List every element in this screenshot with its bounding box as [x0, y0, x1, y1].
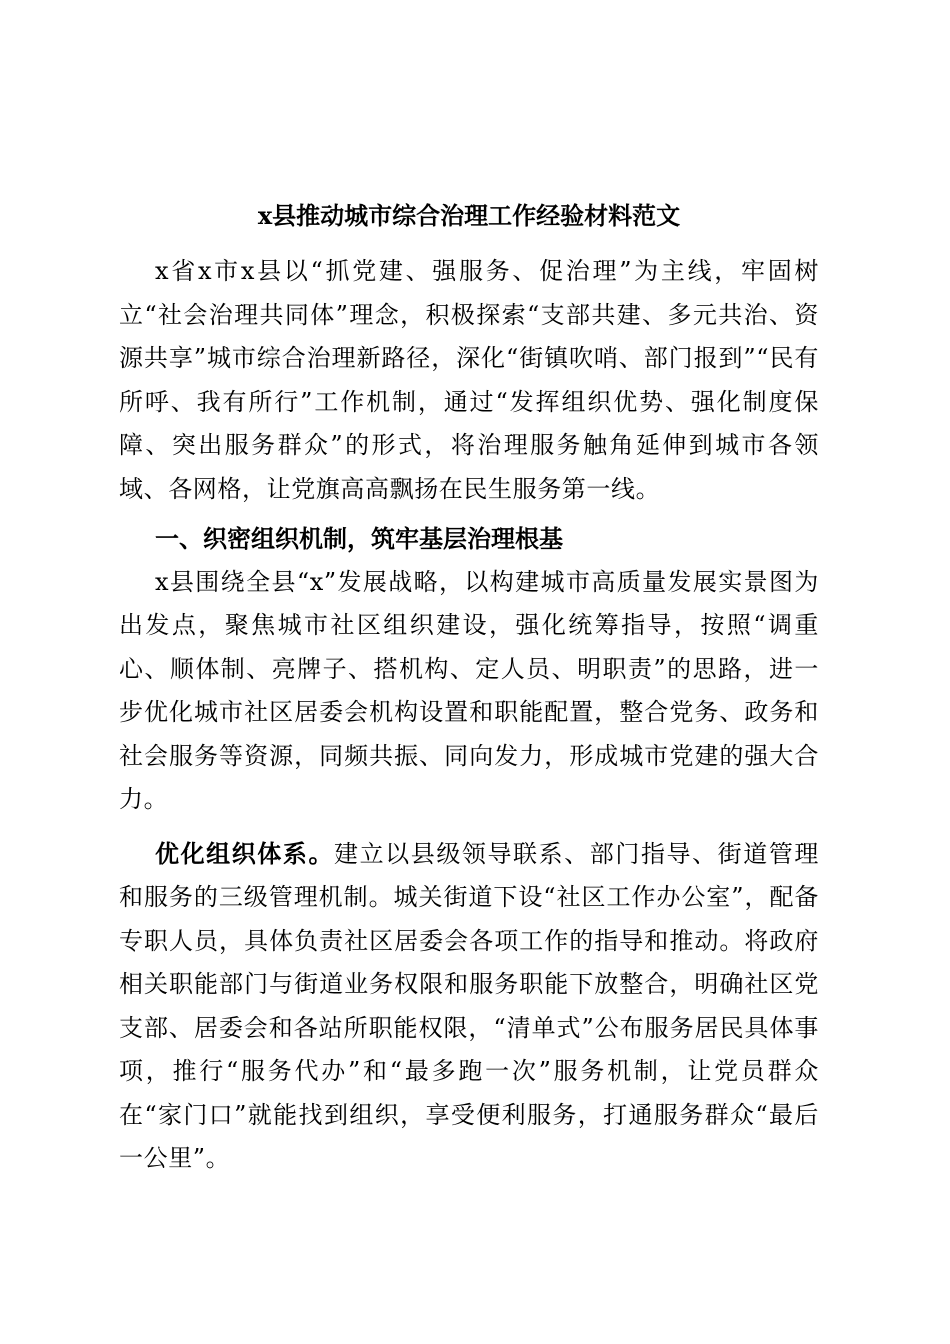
document-title: x县推动城市综合治理工作经验材料范文 [257, 201, 681, 230]
intro-paragraph: x省x市x县以“抓党建、强服务、促治理”为主线，牢固树立“社会治理共同体”理念，积极探索“支部共建、多元共治、资源共享”城市综合治理新路径，深化“街镇吹哨、部门报到”“民有所呼、我有所行”工作机制，通过“发挥组织优势、强化制度保障、突出服务群众”的形式，将治理服务触角延伸到城市各领域、各网格，让党旗高高飘扬在民生服务第一线。 [119, 257, 819, 503]
subsection-paragraph [119, 832, 819, 1181]
section-heading-1: 一、织密组织机制，筑牢基层治理根基 [155, 524, 563, 553]
subsection-body: 建立以县级领导联系、部门指导、街道管理和服务的三级管理机制。城关街道下设“社区工作办公室”，配备专职人员，具体负责社区居委会各项工作的指导和推动。将政府相关职能部门与街道业务权限和服务职能下放整合，明确社区党支部、居委会和各站所职能权限，“清单式”公布服务居民具体事项，推行“服务代办”和“最多跑一次”服务机制，让党员群众在“家门口”就能找到组织，享受便利服务，打通服务群众“最后一公里”。 [119, 839, 819, 1172]
section-1-paragraph: x县围绕全县“x”发展战略，以构建城市高质量发展实景图为出发点，聚焦城市社区组织建设，强化统筹指导，按照“调重心、顺体制、亮牌子、搭机构、定人员、明职责”的思路，进一步优化城市社区居委会机构设置和职能配置，整合党务、政务和社会服务等资源，同频共振、同向发力，形成城市党建的强大合力。 [119, 567, 819, 813]
subsection-lead: 优化组织体系。 [155, 838, 335, 868]
document-body [119, 196, 819, 1181]
